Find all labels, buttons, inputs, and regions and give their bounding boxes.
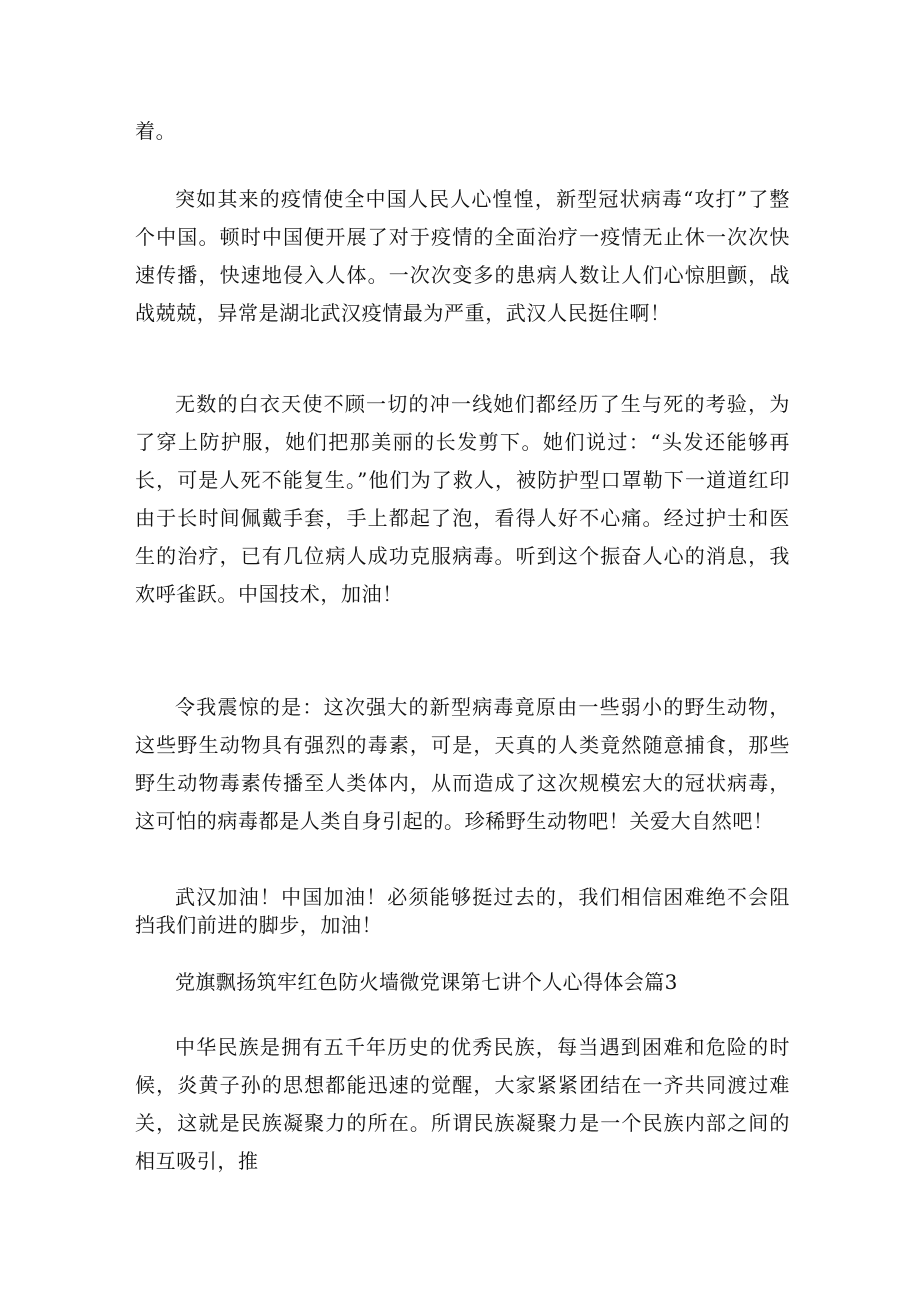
paragraph-wildlife: 令我震惊的是：这次强大的新型病毒竟原由一些弱小的野生动物，这些野生动物具有强烈的毒素，可是，天真的人类竟然随意捕食，那些野生动物毒素传播至人类体内，从而造成了这次规模宏大的冠状病毒，这可怕的病毒都是人类自身引起的。珍稀野生动物吧！关爱大自然吧！ (135, 695, 790, 833)
paragraph-continuation: 着。 (135, 119, 177, 143)
paragraph-angels: 无数的白衣天使不顾一切的冲一线她们都经历了生与死的考验，为了穿上防护服，她们把那美丽的长发剪下。她们说过：“头发还能够再长，可是人死不能复生。”他们为了救人，被防护型口罩勒下一道道红印由于长时间佩戴手套，手上都起了泡，看得人好不心痛。经过护士和医生的治疗，已有几位病人成功克服病毒。听到这个振奋人心的消息，我欢呼雀跃。中国技术，加油！ (135, 392, 790, 606)
paragraph-epidemic: 突如其来的疫情使全中国人民人心惶惶，新型冠状病毒“攻打”了整个中国。顿时中国便开展了对于疫情的全面治疗一疫情无止休一次次快速传播，快速地侵入人体。一次次变多的患病人数让人们心惊胆颤，战战兢兢，异常是湖北武汉疫情最为严重，武汉人民挺住啊！ (135, 187, 790, 325)
section-heading: 党旗飘扬筑牢红色防火墙微党课第七讲个人心得体会篇3 (175, 970, 678, 994)
paragraph-cheer: 武汉加油！中国加油！必须能够挺过去的，我们相信困难绝不会阻挡我们前进的脚步，加油！ (135, 885, 790, 937)
paragraph-nation: 中华民族是拥有五千年历史的优秀民族，每当遇到困难和危险的时候，炎黄子孙的思想都能迅速的觉醒，大家紧紧团结在一齐共同渡过难关，这就是民族凝聚力的所在。所谓民族凝聚力是一个民族内部之间的相互吸引，推 (135, 1035, 790, 1173)
